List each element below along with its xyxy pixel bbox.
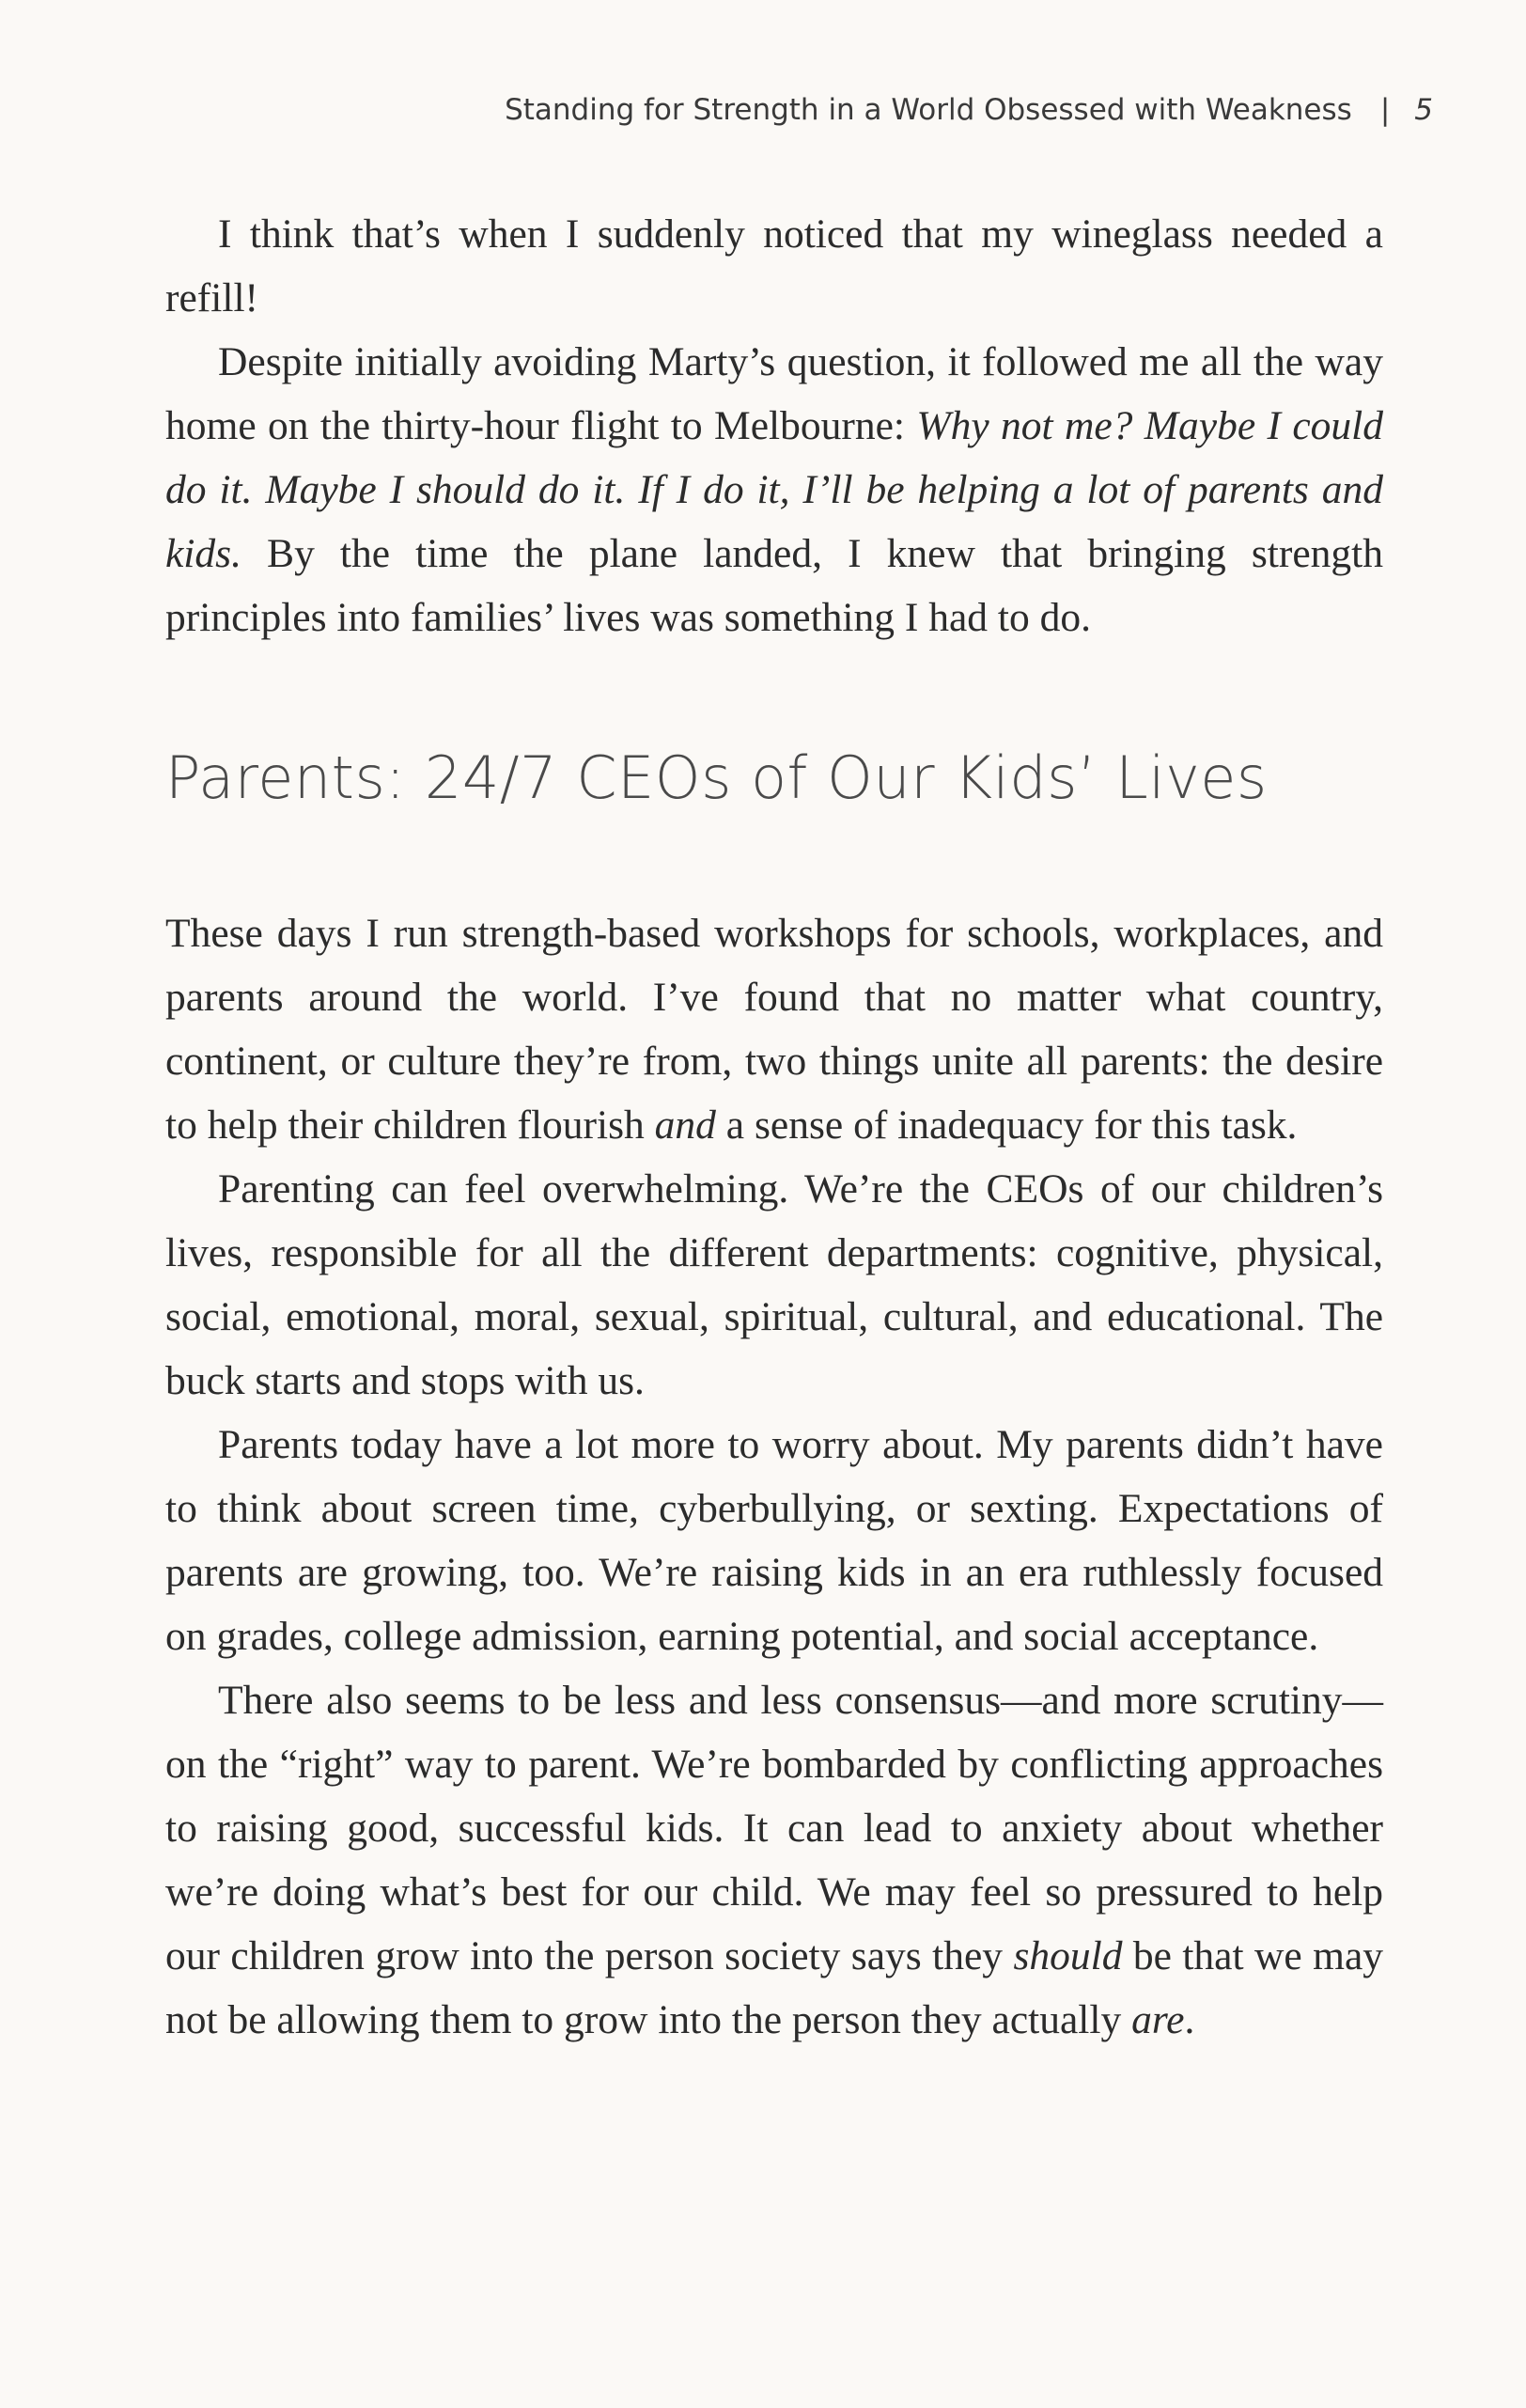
section-heading: Parents: 24/7 CEOs of Our Kids’ Lives — [165, 743, 1268, 812]
intro-paragraph-2-end: By the time the plane landed, I knew that bringing strength principles into families’ lives was something I had to do. — [165, 531, 1383, 640]
running-header — [282, 93, 1433, 140]
section-paragraph-1-italic: and — [654, 1102, 716, 1148]
section-text-block — [165, 901, 1383, 2052]
page-number: 5 — [1414, 93, 1433, 127]
section-paragraph-1-start: These days I run strength-based workshops for schools, workplaces, and parents around the world. I’ve found that no matter what country, continent, or culture they’re from, two things unite all parents: the desire to help their children flourish — [165, 911, 1383, 1148]
section-paragraph-4-mid: be that we may not be allowing them to grow into the person they actually — [165, 1933, 1384, 2042]
section-paragraph-4-end: . — [1184, 1997, 1195, 2042]
section-paragraph-1 — [165, 901, 1383, 1157]
running-title: Standing for Strength in a World Obsessed with Weakness — [505, 93, 1352, 127]
intro-paragraph-2-italic: Why not me? Maybe I could do it. Maybe I should do it. If I do it, I’ll be helping a lot of parents and kids. — [165, 403, 1383, 576]
intro-paragraph-2 — [165, 330, 1383, 649]
section-paragraph-1-end: a sense of inadequacy for this task. — [715, 1102, 1298, 1148]
intro-paragraph-1: I think that’s when I suddenly noticed that my wineglass needed a refill! — [165, 211, 1383, 321]
intro-paragraph-2-start: Despite initially avoiding Marty’s question, it followed me all the way home on the thirty-hour flight to Melbourne: — [165, 339, 1383, 448]
intro-text-block — [165, 202, 1383, 649]
section-paragraph-4-start: There also seems to be less and less consensus—and more scrutiny—on the “right” way to parent. We’re bombarded by conflicting approaches to raising good, successful kids. It can lead to anxiety about whether we’re doing what’s best for our child. We may feel so pressured to help our children grow into the person society says they — [165, 1678, 1383, 1978]
section-paragraph-4 — [165, 1668, 1383, 2052]
section-paragraph-3: Parents today have a lot more to worry about. My parents didn’t have to think about screen time, cyberbullying, or sexting. Expectations of parents are growing, too. We’re raising kids in an era ruthlessly focused on grades, college admission, earning potential, and social acceptance. — [165, 1422, 1383, 1659]
section-paragraph-4-italic-are: are — [1131, 1997, 1185, 2042]
section-paragraph-4-italic-should: should — [1013, 1933, 1123, 1978]
header-separator: | — [1379, 93, 1391, 127]
section-paragraph-2: Parenting can feel overwhelming. We’re the CEOs of our children’s lives, responsible for all the different departments: cognitive, physical, social, emotional, moral, sexual, spiritual, cultural, and educational. The buck starts and stops with us. — [165, 1166, 1383, 1403]
